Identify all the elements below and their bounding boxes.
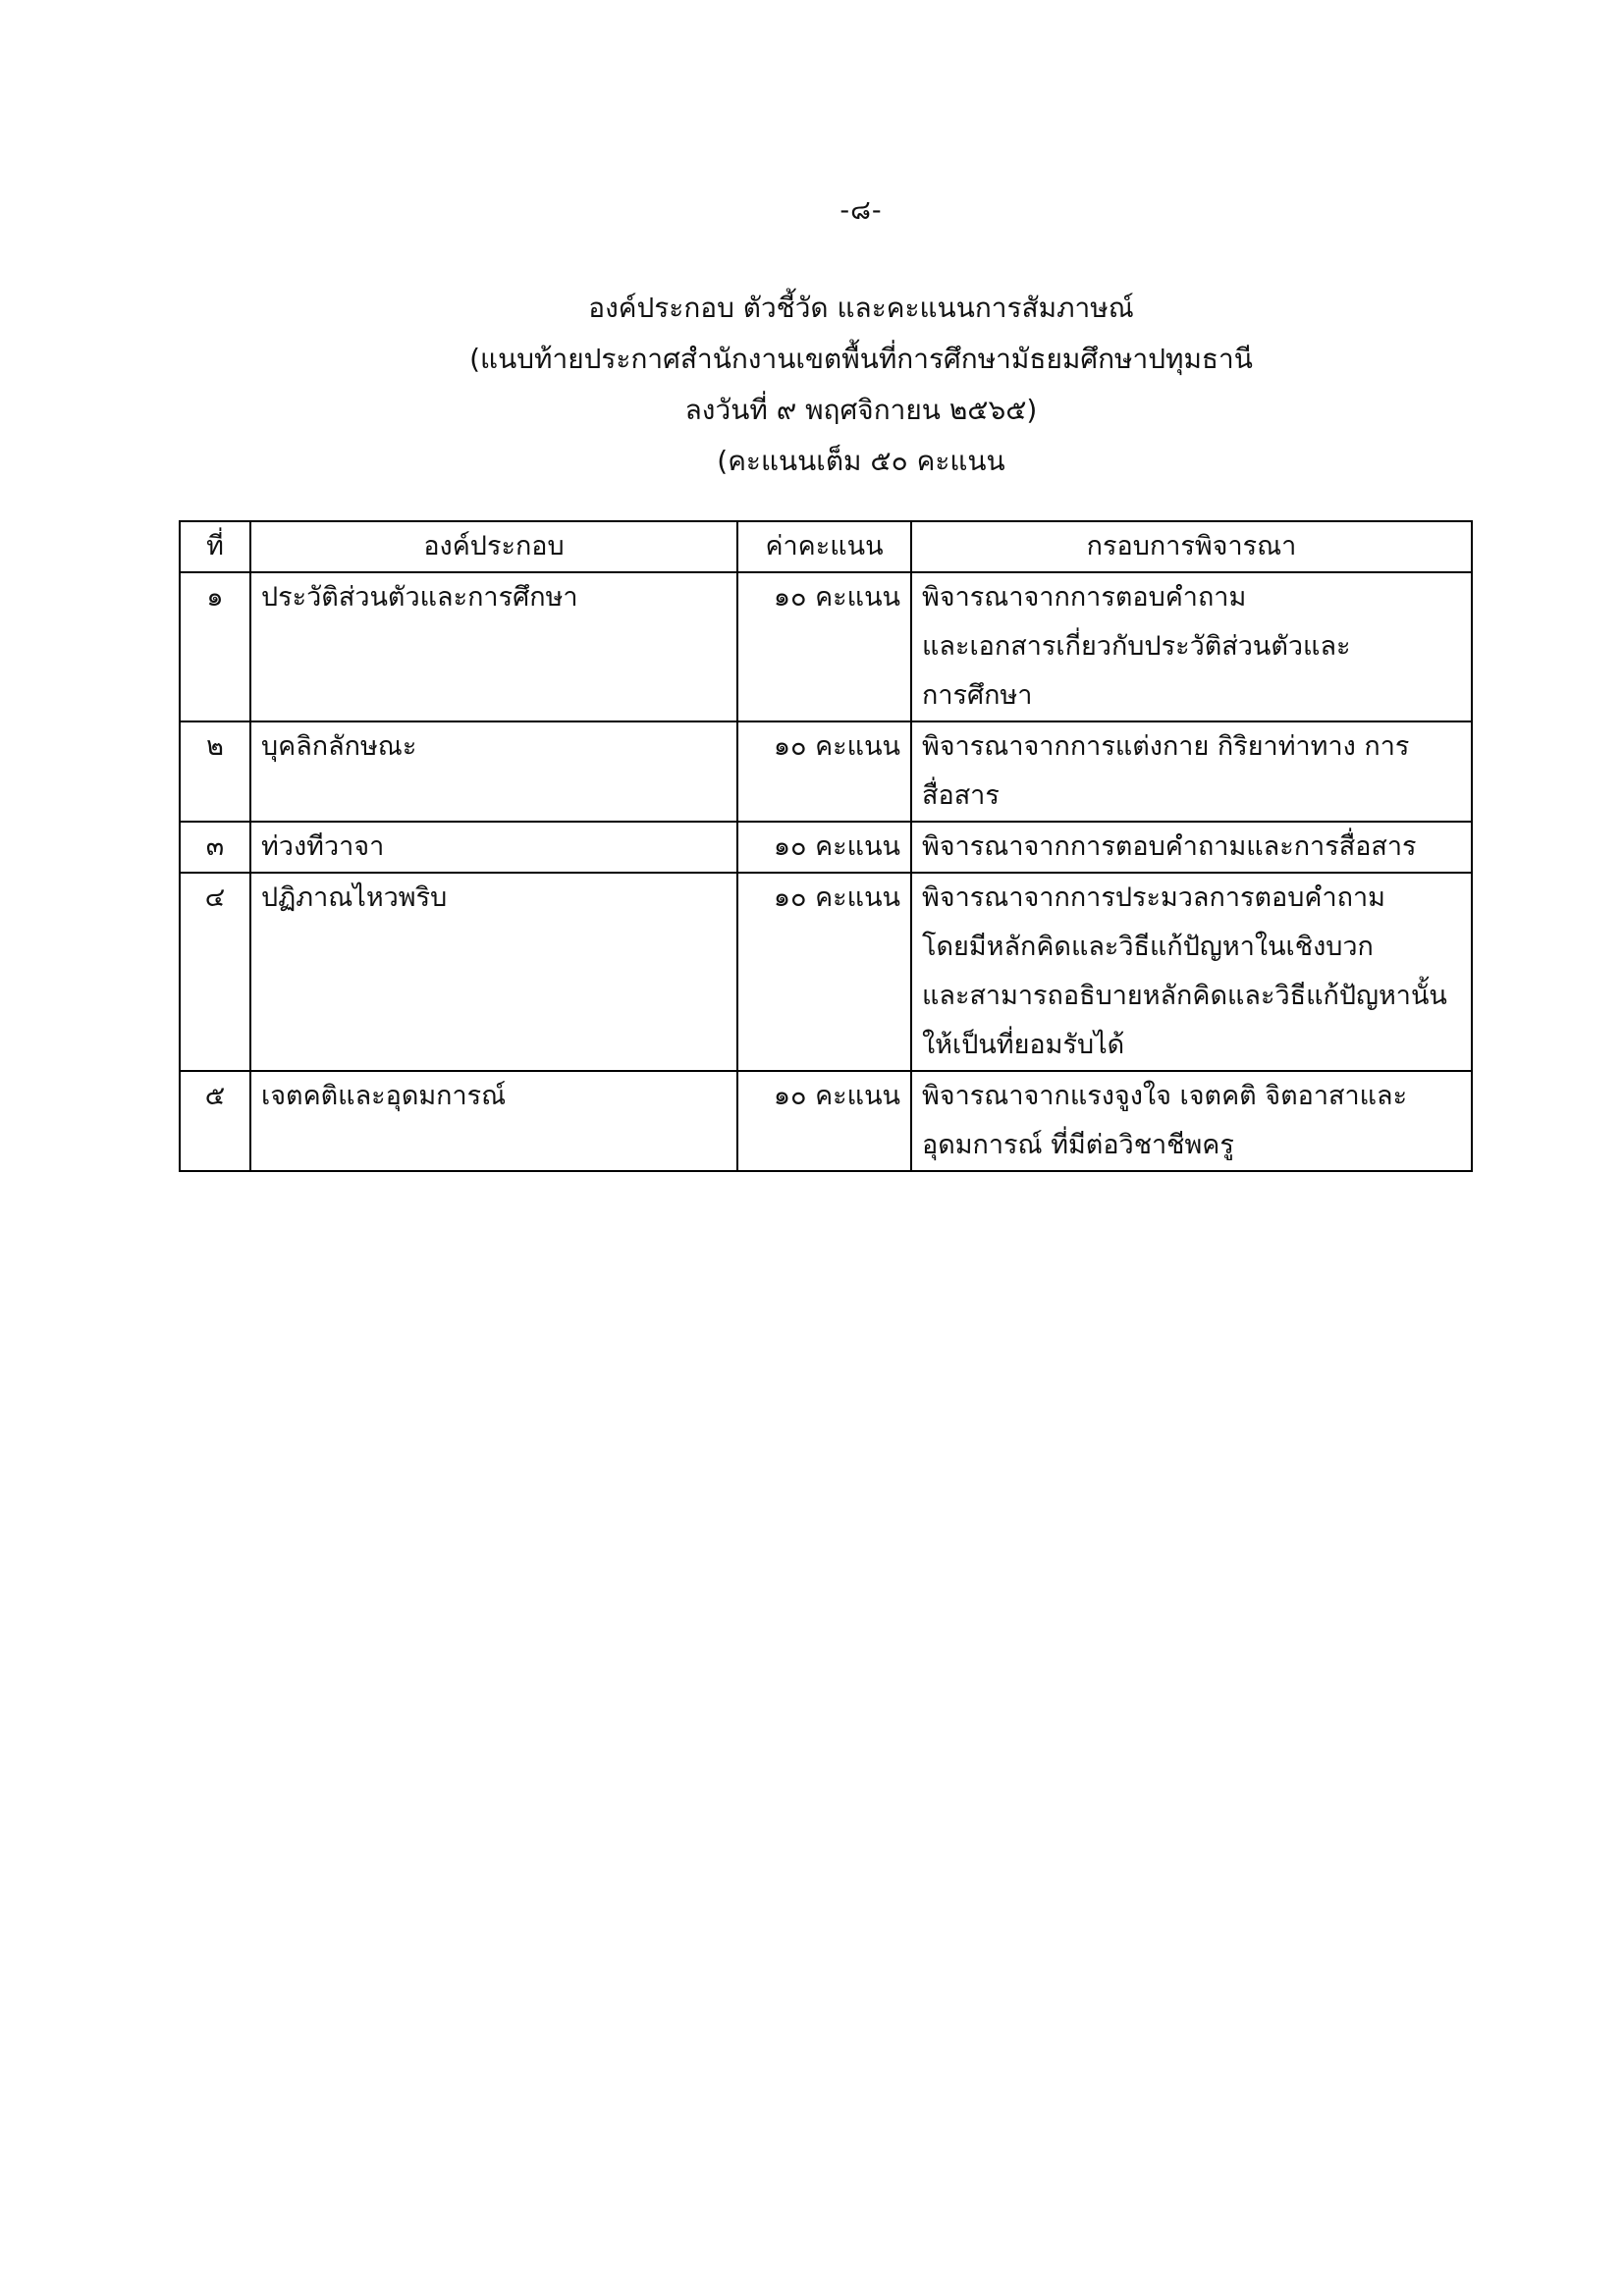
criteria-line: พิจารณาจากแรงจูงใจ เจตคติ จิตอาสาและ <box>922 1081 1408 1111</box>
criteria-line: การศึกษา <box>922 680 1033 711</box>
row-component: เจตคติและอุดมการณ์ <box>250 1071 737 1171</box>
row-criteria <box>911 572 1472 721</box>
title-line-2: (แนบท้ายประกาศสำนักงานเขตพื้นที่การศึกษามัธยมศึกษาปทุมธานี <box>469 343 1253 375</box>
criteria-line: และเอกสารเกี่ยวกับประวัติส่วนตัวและ <box>922 631 1351 662</box>
row-number: ๕ <box>180 1071 250 1171</box>
header-component: องค์ประกอบ <box>250 521 737 572</box>
criteria-line: พิจารณาจากการแต่งกาย กิริยาท่าทาง การ <box>922 731 1410 762</box>
title-line-4: (คะแนนเต็ม ๕๐ คะแนน <box>717 445 1005 477</box>
table-row <box>180 873 1472 1071</box>
row-score: ๑๐ คะแนน <box>737 822 911 873</box>
title-line-3: ลงวันที่ ๙ พฤศจิกายน ๒๕๖๕) <box>684 394 1038 426</box>
row-number: ๔ <box>180 873 250 1071</box>
page-number: -๘- <box>839 195 883 226</box>
table-header-row <box>180 521 1472 572</box>
row-criteria <box>911 721 1472 822</box>
row-score: ๑๐ คะแนน <box>737 721 911 822</box>
row-number: ๓ <box>180 822 250 873</box>
table-row <box>180 1071 1472 1171</box>
criteria-line: โดยมีหลักคิดและวิธีแก้ปัญหาในเชิงบวก <box>922 932 1374 962</box>
row-number: ๒ <box>180 721 250 822</box>
criteria-line: ให้เป็นที่ยอมรับได้ <box>922 1030 1125 1060</box>
table-row <box>180 721 1472 822</box>
row-score: ๑๐ คะแนน <box>737 873 911 1071</box>
row-component: ท่วงทีวาจา <box>250 822 737 873</box>
row-score: ๑๐ คะแนน <box>737 1071 911 1171</box>
criteria-line: พิจารณาจากการตอบคำถามและการสื่อสาร <box>922 831 1417 862</box>
table-row <box>180 822 1472 873</box>
row-component: บุคลิกลักษณะ <box>250 721 737 822</box>
row-criteria <box>911 822 1472 873</box>
header-criteria: กรอบการพิจารณา <box>911 521 1472 572</box>
header-score: ค่าคะแนน <box>737 521 911 572</box>
criteria-line: และสามารถอธิบายหลักคิดและวิธีแก้ปัญหานั้น <box>922 981 1447 1011</box>
header-no: ที่ <box>180 521 250 572</box>
row-component: ประวัติส่วนตัวและการศึกษา <box>250 572 737 721</box>
table-row <box>180 572 1472 721</box>
criteria-line: พิจารณาจากการประมวลการตอบคำถาม <box>922 882 1385 913</box>
row-number: ๑ <box>180 572 250 721</box>
row-criteria <box>911 873 1472 1071</box>
row-criteria <box>911 1071 1472 1171</box>
document-title <box>0 283 1624 487</box>
row-component: ปฏิภาณไหวพริบ <box>250 873 737 1071</box>
interview-score-table <box>179 520 1473 1172</box>
criteria-line: สื่อสาร <box>922 780 1000 811</box>
row-score: ๑๐ คะแนน <box>737 572 911 721</box>
criteria-line: อุดมการณ์ ที่มีต่อวิชาชีพครู <box>922 1130 1234 1160</box>
criteria-line: พิจารณาจากการตอบคำถาม <box>922 582 1247 613</box>
title-line-1: องค์ประกอบ ตัวชี้วัด และคะแนนการสัมภาษณ์ <box>588 292 1134 324</box>
